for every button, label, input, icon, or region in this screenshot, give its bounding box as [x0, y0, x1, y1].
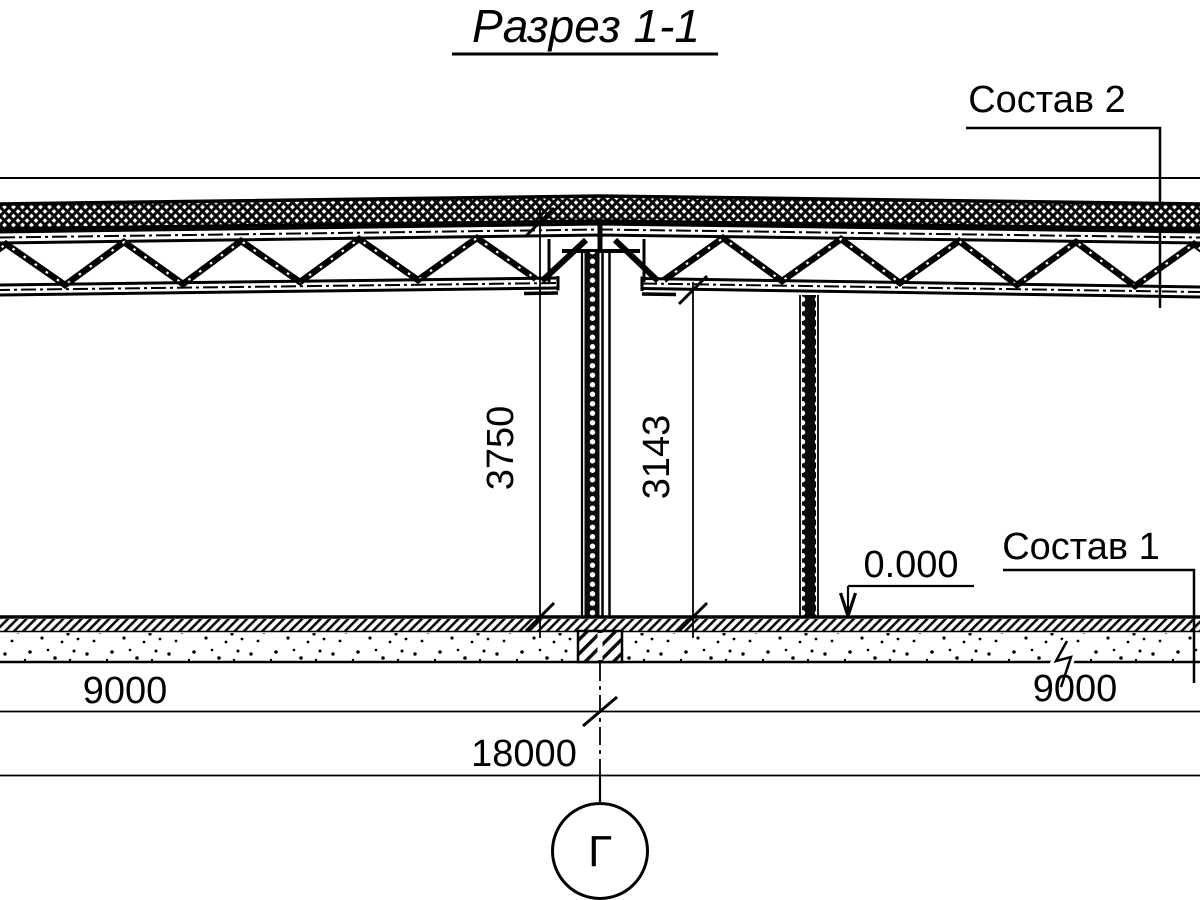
dim-bay-right-value: 9000 — [1032, 668, 1118, 710]
title-block — [452, 0, 718, 54]
dim-bay-left-value: 9000 — [82, 670, 168, 712]
floor-composition-label: Состав 1 — [1002, 526, 1160, 568]
bottom-chord-left-gusset — [524, 293, 558, 294]
grid-axis — [553, 663, 648, 899]
dim-3143-value: 3143 — [636, 414, 678, 500]
truss-bottom-chord-right — [642, 277, 1200, 298]
truss-bottom-chord-left — [0, 276, 558, 295]
roof-composition-callout — [966, 79, 1160, 308]
elevation-value: 0.000 — [863, 544, 959, 586]
roof-composition-label: Состав 2 — [968, 79, 1126, 121]
elevation-mark — [841, 544, 975, 616]
dim-3750-value: 3750 — [480, 405, 522, 491]
drawing-title: Разрез 1-1 — [472, 0, 700, 52]
grid-axis-label: Г — [588, 827, 612, 876]
foundation-block — [578, 631, 622, 662]
right-partition-panel-hatch — [802, 295, 816, 617]
central-column — [582, 252, 610, 617]
right-partition-wall — [800, 295, 818, 617]
floor-screed-hatch — [0, 619, 1200, 631]
bottom-chord-right-gusset — [642, 294, 676, 295]
dim-total-span-value: 18000 — [471, 733, 577, 775]
roof-assembly — [0, 178, 1200, 297]
central-column-panel-hatch — [585, 252, 600, 617]
ridge-strut-right — [615, 240, 658, 281]
